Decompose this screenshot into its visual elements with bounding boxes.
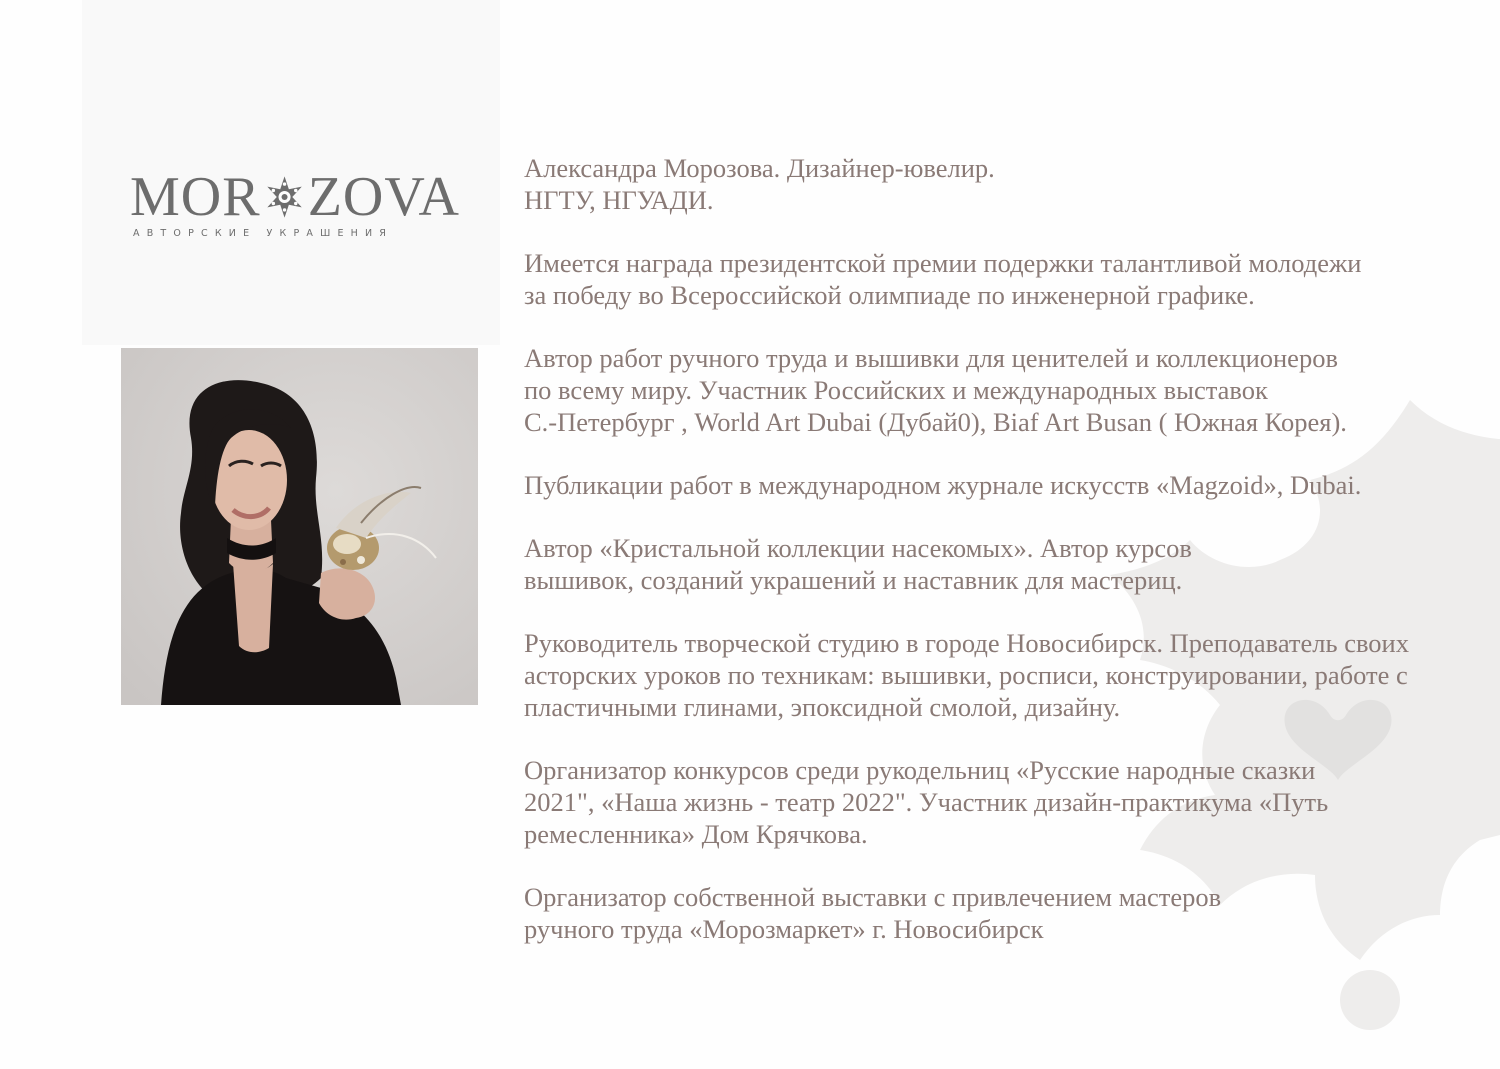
bio-line: Руководитель творческой студию в городе Новосибирск. Преподаватель своих bbox=[524, 628, 1409, 659]
snowflake-star-icon bbox=[263, 172, 306, 222]
bio-line: С.-Петербург , World Art Dubai (Дубай0), Biaf Art Busan ( Южная Корея). bbox=[524, 406, 1347, 437]
bio-paragraph-exhibitions bbox=[524, 343, 1484, 438]
biography bbox=[524, 153, 1484, 977]
bio-line: 2021", «Наша жизнь - театр 2022". Участник дизайн-практикума «Путь bbox=[524, 786, 1329, 817]
portrait-photo bbox=[121, 348, 478, 705]
logo-word-right: ZOVA bbox=[307, 166, 460, 228]
bio-paragraph-intro bbox=[524, 153, 1484, 216]
portrait-illustration bbox=[121, 348, 478, 705]
bio-paragraph-courses bbox=[524, 533, 1484, 596]
bio-line: по всему миру. Участник Российских и международных выставок bbox=[524, 374, 1268, 405]
bio-paragraph-award bbox=[524, 248, 1484, 311]
bio-line: Организатор собственной выставки с привлечением мастеров bbox=[524, 882, 1222, 913]
bio-paragraph-market bbox=[524, 882, 1484, 945]
bio-line: Публикации работ в международном журнале искусств «Magzoid», Dubai. bbox=[524, 469, 1362, 500]
bio-line: Александра Морозова. Дизайнер-ювелир. bbox=[524, 153, 995, 183]
bio-line: Имеется награда президентской премии подержки талантливой молодежи bbox=[524, 248, 1362, 279]
bio-paragraph-contests bbox=[524, 755, 1484, 850]
bio-line: ремесленника» Дом Крячкова. bbox=[524, 818, 868, 849]
bio-line: асторских уроков по техникам: вышивки, росписи, конструировании, работе с bbox=[524, 660, 1408, 691]
bio-line: за победу во Всероссийской олимпиаде по инженерной графике. bbox=[524, 279, 1255, 310]
bio-line: Организатор конкурсов среди рукодельниц «Русские народные сказки bbox=[524, 755, 1316, 786]
logo-word-left: MOR bbox=[130, 166, 261, 228]
bio-line: вышивок, созданий украшений и наставник для мастериц. bbox=[524, 565, 1183, 596]
bio-line: пластичными глинами, эпоксидной смолой, дизайну. bbox=[524, 691, 1121, 722]
bio-line: НГТУ, НГУАДИ. bbox=[524, 184, 714, 215]
logo-wordmark bbox=[130, 168, 460, 226]
bio-paragraph-publications bbox=[524, 470, 1484, 502]
bio-paragraph-studio bbox=[524, 628, 1484, 723]
brand-logo bbox=[130, 168, 460, 239]
bio-line: Автор работ ручного труда и вышивки для ценителей и коллекционеров bbox=[524, 343, 1338, 374]
bio-line: ручного труда «Морозмаркет» г. Новосибирск bbox=[524, 913, 1044, 944]
logo-tagline: АВТОРСКИЕ УКРАШЕНИЯ bbox=[133, 228, 394, 239]
bio-line: Автор «Кристальной коллекции насекомых». Автор курсов bbox=[524, 533, 1192, 564]
